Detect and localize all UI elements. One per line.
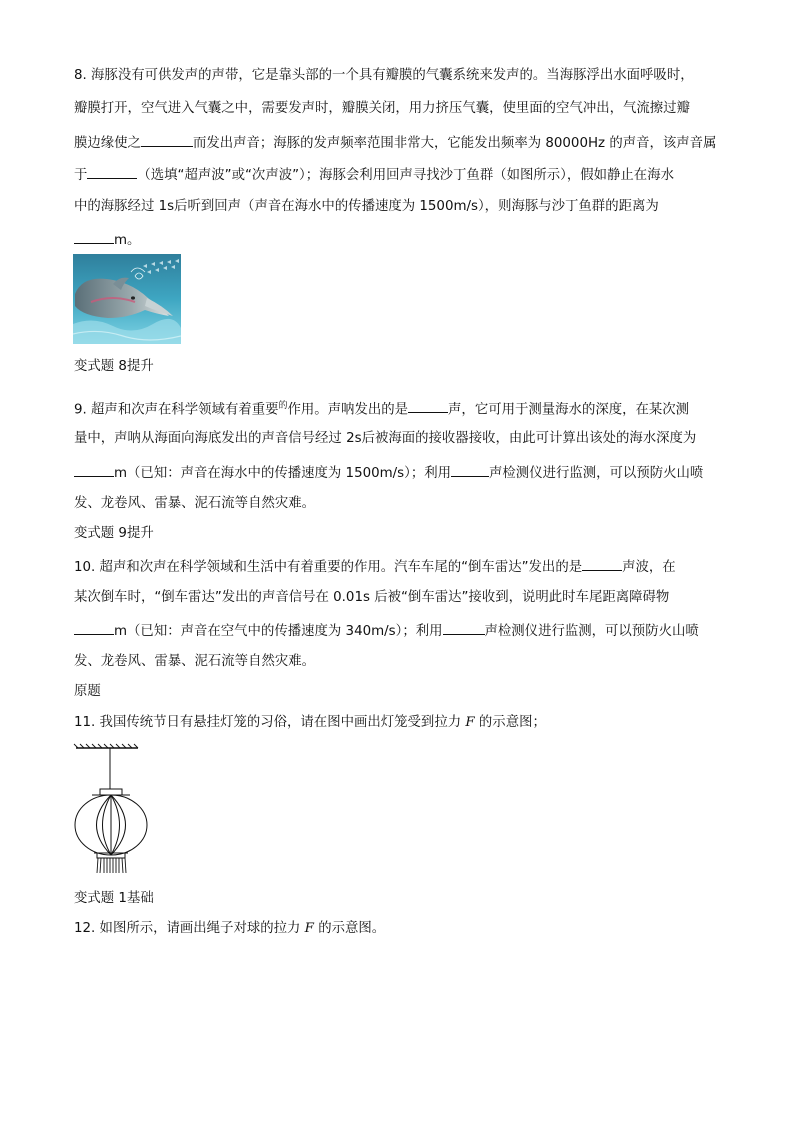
- q10-line: [74, 652, 315, 672]
- q8-text: 于: [74, 168, 88, 183]
- q9-line: [74, 462, 703, 484]
- q8-text: 中的海豚经过 1s后听到回声（声音在海水中的传播速度为 1500m/s），则海豚与沙丁鱼群的距离为: [74, 199, 659, 214]
- q10-text: 发、龙卷风、雷暴、泥石流等自然灾难。: [74, 654, 316, 669]
- answer-blank[interactable]: [443, 620, 485, 635]
- q12-text: 的示意图。: [313, 921, 386, 936]
- answer-blank[interactable]: [451, 462, 489, 477]
- variant-label-text: 变式题 8提升: [74, 359, 154, 374]
- q10-text: 某次倒车时，“倒车雷达”发出的声音信号在 0.01s 后被“倒车雷达”接收到，说明此时车尾距离障碍物: [74, 590, 670, 605]
- answer-blank[interactable]: [74, 620, 114, 635]
- q8-text: m。: [114, 233, 141, 248]
- q8-line: [74, 99, 690, 119]
- q12-text: 12. 如图所示，请画出绳子对球的拉力: [74, 921, 305, 936]
- original-label-text: 原题: [74, 684, 101, 699]
- q8-line: [74, 66, 694, 86]
- dolphin-image: [73, 254, 181, 344]
- q10-line: [74, 556, 676, 578]
- answer-blank[interactable]: [74, 462, 114, 477]
- q11-text: 11. 我国传统节日有悬挂灯笼的习俗，请在图中画出灯笼受到拉力: [74, 715, 466, 730]
- q8-text: 而发出声音；海豚的发声频率范围非常大，它能发出频率为 80000Hz 的声音，该声音属: [192, 136, 717, 151]
- q8-line: [74, 197, 659, 217]
- q10-line: [74, 588, 669, 608]
- q11-line: [74, 713, 546, 733]
- answer-blank[interactable]: [582, 556, 622, 571]
- q8-line: [74, 229, 140, 251]
- q9-text: 声检测仪进行监测，可以预防火山喷: [489, 466, 704, 481]
- q8-text: 膜边缘使之: [74, 136, 141, 151]
- force-variable: F: [304, 921, 314, 936]
- q9-text: m（已知：声音在海水中的传播速度为 1500m/s）；利用: [114, 466, 452, 481]
- variant-label-text: 变式题 9提升: [74, 526, 154, 541]
- answer-blank[interactable]: [87, 164, 137, 179]
- variant-label: [74, 524, 154, 544]
- variant-label: [74, 357, 154, 377]
- q10-text: 声检测仪进行监测，可以预防火山喷: [484, 624, 699, 639]
- q10-text: m（已知：声音在空气中的传播速度为 340m/s）；利用: [114, 624, 443, 639]
- q10-line: [74, 620, 699, 642]
- q8-text: 瓣膜打开，空气进入气囊之中，需要发声时，瓣膜关闭，用力挤压气囊，使里面的空气冲出，气流擦过瓣: [74, 101, 690, 116]
- answer-blank[interactable]: [141, 132, 193, 147]
- q9-line: [74, 494, 315, 514]
- q8-line: [74, 132, 716, 154]
- q9-line: [74, 429, 696, 449]
- q8-text: （选填“超声波”或“次声波”）；海豚会利用回声寻找沙丁鱼群（如图所示），假如静止在海水: [137, 168, 674, 183]
- q8-line: [74, 164, 674, 186]
- q12-line: [74, 919, 385, 939]
- q11-text: 的示意图；: [474, 715, 546, 730]
- force-variable: F: [465, 715, 475, 730]
- answer-blank[interactable]: [408, 398, 448, 413]
- q9-text: 9. 超声和次声在科学领域有着重要: [74, 402, 279, 418]
- q9-superscript: 的: [278, 401, 288, 411]
- original-label: [74, 682, 101, 702]
- variant-label-text: 变式题 1基础: [74, 891, 154, 906]
- q10-text: 10. 超声和次声在科学领域和生活中有着重要的作用。汽车车尾的“倒车雷达”发出的是: [74, 560, 583, 575]
- q8-text: 8. 海豚没有可供发声的声带，它是靠头部的一个具有瓣膜的气囊系统来发声的。当海豚浮出水面呼吸时，: [74, 68, 694, 83]
- q9-line: [74, 396, 689, 420]
- q10-text: 声波，在: [622, 560, 676, 575]
- q9-text: 声，它可用于测量海水的深度，在某次测: [448, 402, 690, 418]
- q9-text: 量中，声呐从海面向海底发出的声音信号经过 2s后被海面的接收器接收，由此可计算出该处的海水深度为: [74, 431, 697, 446]
- answer-blank[interactable]: [74, 229, 114, 244]
- q9-text: 发、龙卷风、雷暴、泥石流等自然灾难。: [74, 496, 316, 511]
- variant-label: [74, 889, 154, 909]
- lantern-diagram: [72, 743, 156, 875]
- q9-text: 作用。声呐发出的是: [287, 402, 409, 418]
